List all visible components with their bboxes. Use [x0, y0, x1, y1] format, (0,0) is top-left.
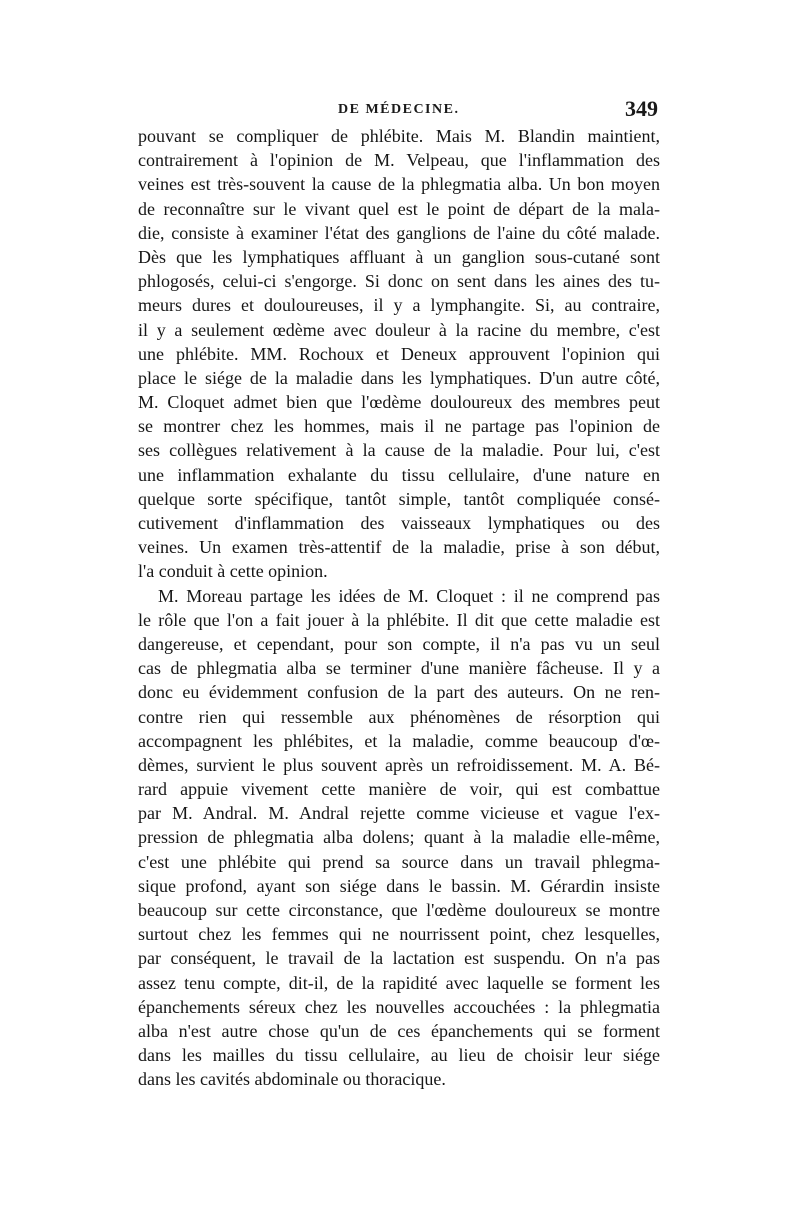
text-line: le rôle que l'on a fait jouer à la phlébite. Il dit que cette maladie est [138, 609, 660, 630]
text-line: assez tenu compte, dit-il, de la rapidité avec laquelle se forment les [138, 972, 660, 993]
text-line: se montrer chez les hommes, mais il ne partage pas l'opinion de [138, 416, 660, 437]
paragraph-end-line: l'a conduit à cette opinion. [138, 561, 328, 582]
text-line: accompagnent les phlébites, et la maladie, comme beaucoup d'œ- [138, 730, 660, 751]
text-line: ses collègues relativement à la cause de la maladie. Pour lui, c'est [138, 440, 660, 461]
text-line: une phlébite. MM. Rochoux et Deneux approuvent l'opinion qui [138, 343, 660, 364]
text-line: cas de phlegmatia alba se terminer d'une manière fâcheuse. Il y a [138, 658, 660, 679]
text-line: donc eu évidemment confusion de la part des auteurs. On ne ren- [138, 682, 660, 703]
text-line: par conséquent, le travail de la lactation est suspendu. On n'a pas [138, 948, 660, 969]
text-line: phlogosés, celui-ci s'engorge. Si donc on sent dans les aines des tu- [138, 271, 660, 292]
text-line: M. Cloquet admet bien que l'œdème douloureux des membres peut [138, 392, 660, 413]
text-line: pression de phlegmatia alba dolens; quant à la maladie elle-même, [138, 827, 660, 848]
text-line: veines. Un examen très-attentif de la maladie, prise à son début, [138, 537, 660, 558]
running-head [138, 96, 658, 126]
text-line: dangereuse, et cependant, pour son compte, il n'a pas vu un seul [138, 633, 660, 654]
text-line: quelque sorte spécifique, tantôt simple, tantôt compliquée consé- [138, 488, 660, 509]
text-line: contre rien qui ressemble aux phénomènes de résorption qui [138, 706, 660, 727]
text-line: épanchements séreux chez les nouvelles accouchées : la phlegmatia [138, 996, 660, 1017]
text-line: une inflammation exhalante du tissu cellulaire, d'une nature en [138, 464, 660, 485]
text-line: cutivement d'inflammation des vaisseaux lymphatiques ou des [138, 513, 660, 533]
page-number: 349 [625, 96, 658, 121]
text-line: dans les mailles du tissu cellulaire, au lieu de choisir leur siége [138, 1045, 660, 1066]
text-line: place le siége de la maladie dans les lymphatiques. D'un autre côté, [138, 367, 660, 388]
text-line: il y a seulement œdème avec douleur à la racine du membre, c'est [138, 319, 660, 340]
text-line: pouvant se compliquer de phlébite. Mais M. Blandin maintient, [138, 126, 660, 146]
paragraph-end-line: dans les cavités abdominale ou thoracique. [138, 1069, 446, 1090]
body-text [138, 124, 660, 1092]
text-line: veines est très-souvent la cause de la phlegmatia alba. Un bon moyen [138, 174, 660, 195]
text-line: par M. Andral. M. Andral rejette comme vicieuse et vague l'ex- [138, 803, 660, 824]
text-line: sique profond, ayant son siége dans le bassin. M. Gérardin insiste [138, 875, 660, 896]
text-line: contrairement à l'opinion de M. Velpeau, que l'inflammation des [138, 150, 660, 171]
text-line: beaucoup sur cette circonstance, que l'œdème douloureux se montre [138, 900, 660, 920]
text-line: alba n'est autre chose qu'un de ces épanchements qui se forment [138, 1020, 660, 1041]
text-line: surtout chez les femmes qui ne nourrissent point, chez lesquelles, [138, 924, 660, 945]
text-line: meurs dures et douloureuses, il y a lymphangite. Si, au contraire, [138, 295, 660, 316]
text-line: de reconnaître sur le vivant quel est le point de départ de la mala- [138, 198, 660, 219]
text-line: dèmes, survient le plus souvent après un refroidissement. M. A. Bé- [138, 754, 660, 775]
running-title: DE MÉDECINE. [338, 102, 460, 117]
text-line: die, consiste à examiner l'état des ganglions de l'aine du côté malade. [138, 222, 660, 243]
paragraph-start-line: M. Moreau partage les idées de M. Cloquet : il ne comprend pas [158, 585, 660, 606]
text-line: c'est une phlébite qui prend sa source dans un travail phlegma- [138, 851, 660, 872]
text-line: Dès que les lymphatiques affluant à un ganglion sous-cutané sont [138, 246, 660, 267]
text-line: rard appuie vivement cette manière de voir, qui est combattue [138, 779, 660, 800]
